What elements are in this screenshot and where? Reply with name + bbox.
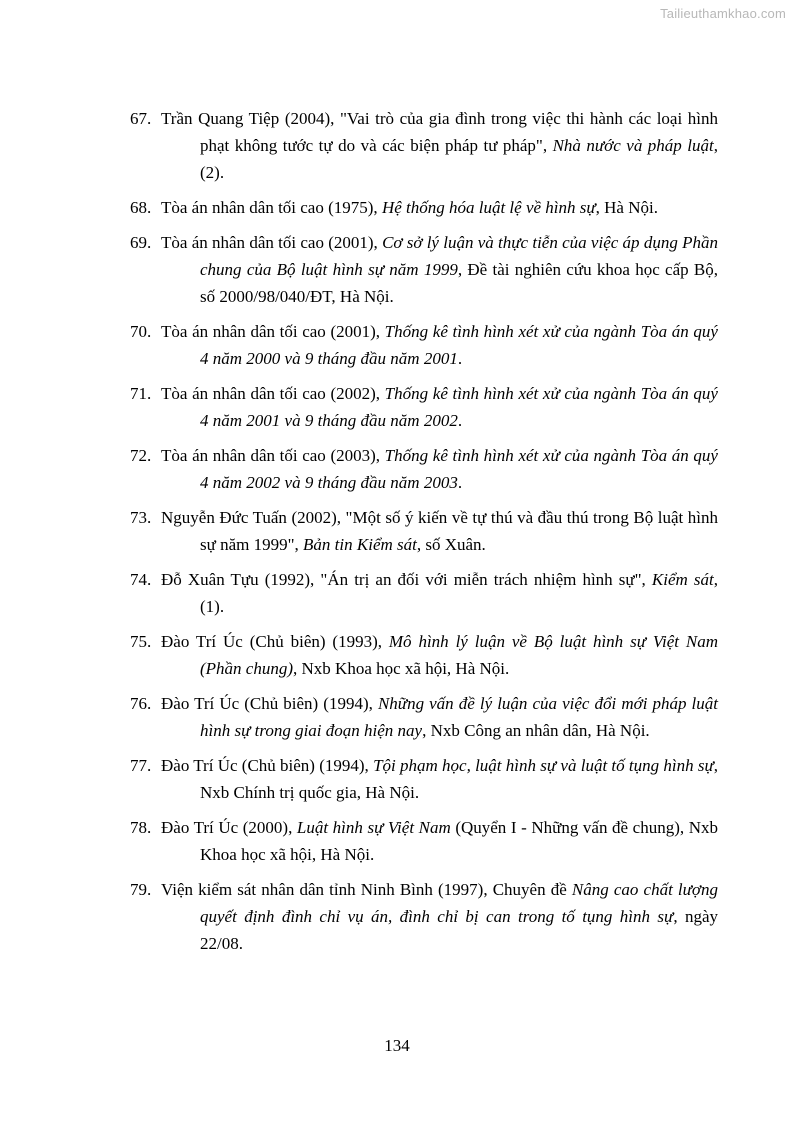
reference-item (130, 690, 718, 744)
reference-number: 79. (130, 880, 152, 899)
reference-item (130, 566, 718, 620)
reference-item (130, 105, 718, 186)
reference-item (130, 876, 718, 957)
reference-title: Kiểm sát (651, 570, 714, 589)
reference-text: , ngày 22/08. (200, 907, 718, 953)
reference-item (130, 752, 718, 806)
reference-number: 69. (130, 233, 152, 252)
reference-text: , Nxb Công an nhân dân, Hà Nội. (422, 721, 650, 740)
reference-title: Thống kê tình hình xét xử của ngành Tòa án quý 4 năm 2001 và 9 tháng đầu năm 2002 (200, 384, 718, 430)
reference-title: Cơ sở lý luận và thực tiễn của việc áp dụng Phần chung của Bộ luật hình sự năm 1999 (200, 233, 718, 279)
reference-text: Tòa án nhân dân tối cao (2002), (161, 384, 385, 403)
reference-item (130, 318, 718, 372)
reference-text: Tòa án nhân dân tối cao (2001), (161, 233, 383, 252)
reference-title: Luật hình sự Việt Nam (296, 818, 451, 837)
reference-number: 75. (130, 632, 152, 651)
reference-number: 70. (130, 322, 152, 341)
reference-list (130, 105, 718, 965)
reference-text: (Quyển I - Những vấn đề chung), Nxb Khoa học xã hội, Hà Nội. (200, 818, 718, 864)
reference-number: 71. (130, 384, 152, 403)
reference-title: Thống kê tình hình xét xử của ngành Tòa án quý 4 năm 2002 và 9 tháng đầu năm 2003 (200, 446, 718, 492)
reference-number: 73. (130, 508, 152, 527)
reference-number: 74. (130, 570, 152, 589)
reference-text: Nguyễn Đức Tuấn (2002), "Một số ý kiến về tự thú và đầu thú trong Bộ luật hình sự năm 1999", (161, 508, 718, 554)
reference-text: Đào Trí Úc (2000), (161, 818, 297, 837)
reference-text: Tòa án nhân dân tối cao (2001), (161, 322, 385, 341)
page-number: 134 (384, 1036, 410, 1055)
reference-text: Đào Trí Úc (Chủ biên) (1993), (161, 632, 389, 651)
reference-text: Đào Trí Úc (Chủ biên) (1994), (161, 694, 378, 713)
watermark-text: Tailieuthamkhao.com (660, 6, 786, 21)
reference-item (130, 442, 718, 496)
reference-item (130, 229, 718, 310)
reference-text: . (457, 349, 463, 368)
reference-text: . (457, 411, 463, 430)
reference-item (130, 504, 718, 558)
reference-text: Trần Quang Tiệp (2004), "Vai trò của gia đình trong việc thi hành các loại hình phạt không tước tự do và các biện pháp tư pháp", (161, 109, 718, 155)
reference-number: 68. (130, 198, 152, 217)
reference-text: , Nxb Khoa học xã hội, Hà Nội. (293, 659, 510, 678)
reference-number: 67. (130, 109, 152, 128)
reference-title: Nhà nước và pháp luật (552, 136, 714, 155)
reference-text: Viện kiểm sát nhân dân tỉnh Ninh Bình (1997), Chuyên đề (161, 880, 572, 899)
reference-text: , (1). (200, 570, 718, 616)
reference-text: Tòa án nhân dân tối cao (2003), (161, 446, 385, 465)
reference-title: Thống kê tình hình xét xử của ngành Tòa án quý 4 năm 2000 và 9 tháng đầu năm 2001 (200, 322, 718, 368)
reference-title: Mô hình lý luận về Bộ luật hình sự Việt Nam (Phần chung) (200, 632, 718, 678)
reference-text: . (457, 473, 463, 492)
reference-title: Hệ thống hóa luật lệ về hình sự (381, 198, 596, 217)
reference-text: Đỗ Xuân Tựu (1992), "Án trị an đối với miễn trách nhiệm hình sự", (161, 570, 652, 589)
reference-number: 77. (130, 756, 152, 775)
reference-text: , Hà Nội. (595, 198, 658, 217)
reference-text: , (2). (200, 136, 718, 182)
reference-title: Tội phạm học, luật hình sự và luật tố tụng hình sự (373, 756, 714, 775)
reference-title: Những vấn đề lý luận của việc đổi mới pháp luật hình sự trong giai đoạn hiện nay (200, 694, 719, 740)
reference-item (130, 814, 718, 868)
reference-number: 78. (130, 818, 152, 837)
reference-item (130, 194, 718, 221)
reference-text: Tòa án nhân dân tối cao (1975), (161, 198, 382, 217)
reference-text: , Đề tài nghiên cứu khoa học cấp Bộ, số 2000/98/040/ĐT, Hà Nội. (200, 260, 718, 306)
reference-text: , Nxb Chính trị quốc gia, Hà Nội. (200, 756, 718, 802)
reference-title: Nâng cao chất lượng quyết định đình chỉ vụ án, đình chỉ bị can trong tố tụng hình sự (200, 880, 718, 926)
reference-item (130, 380, 718, 434)
reference-text: Đào Trí Úc (Chủ biên) (1994), (161, 756, 374, 775)
reference-number: 72. (130, 446, 152, 465)
reference-text: , số Xuân. (416, 535, 486, 554)
reference-number: 76. (130, 694, 152, 713)
reference-title: Bản tin Kiểm sát (303, 535, 417, 554)
reference-item (130, 628, 718, 682)
